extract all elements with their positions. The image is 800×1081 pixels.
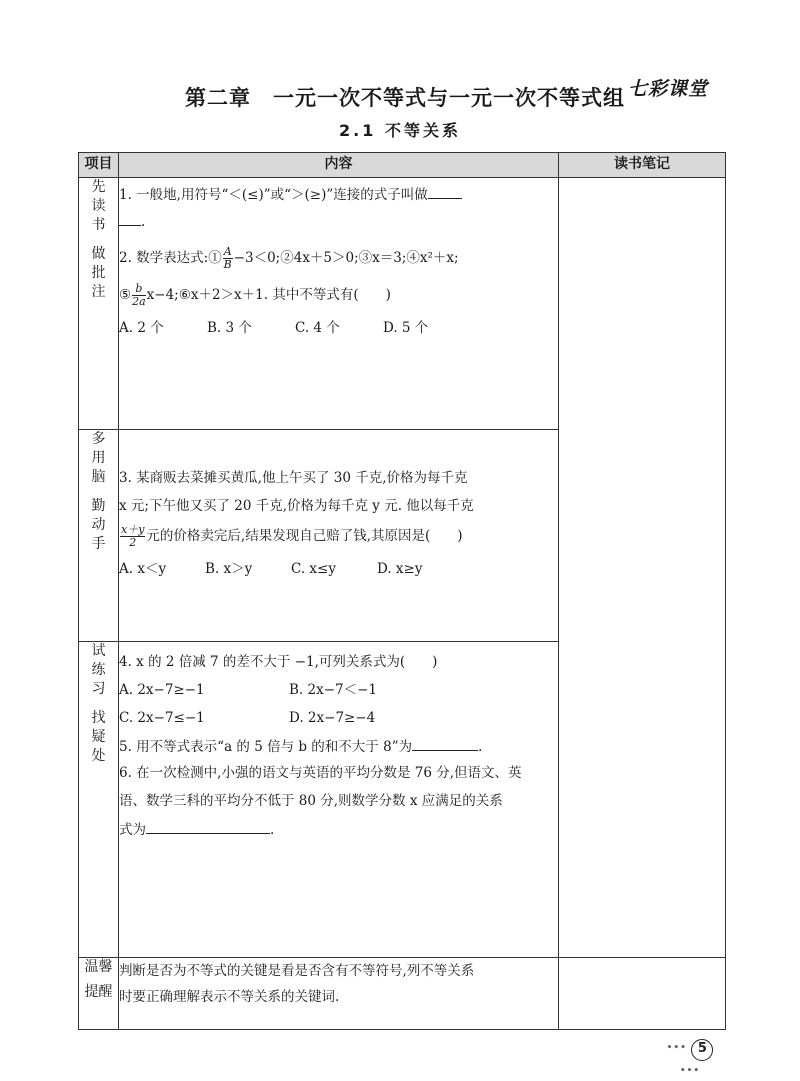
table-header-row (79, 153, 726, 178)
study-table (78, 152, 726, 1030)
reading-notes-area[interactable] (559, 178, 726, 958)
fraction-b-2a: $\frac{b}{2a}$ (132, 282, 146, 308)
option[interactable]: B. 2x−7＜−1 (289, 682, 378, 698)
q5-blank[interactable] (412, 736, 478, 751)
category-tip: 温馨 提醒 (79, 958, 119, 1030)
q4-options-row1 (119, 680, 558, 700)
option[interactable]: B. x＞y (205, 561, 253, 577)
option[interactable]: A. 2 个 (119, 320, 164, 336)
page-number: ••• 5 ••• (656, 1038, 724, 1058)
option[interactable]: A. 2x−7≥−1 (119, 682, 205, 698)
option[interactable]: D. 5 个 (383, 320, 429, 336)
table-row (79, 958, 726, 1030)
q4-options-row2 (119, 708, 558, 728)
option[interactable]: D. 2x−7≥−4 (289, 710, 376, 726)
category-read: 先读书 做批注 (79, 178, 119, 430)
category-practice: 试练习 找疑处 (79, 642, 119, 958)
content-think: 3. 某商贩去菜摊买黄瓜,他上午买了 30 千克,价格为每千克 x 元;下午他又买了 20 千克,价格为每千克 y 元. 他以每千克 $\frac{x+y}{2}$ 元的价格卖完后,结果发现自己赔了钱,其原因是( ) A. x＜y B. x＞y C. x≤y D. x≥y (119, 430, 559, 642)
chapter-title: 第二章 一元一次不等式与一元一次不等式组 (185, 85, 625, 110)
q1-text: 1. 一般地,用符号“＜(≤)”或“＞(≥)”连接的式子叫做 (119, 187, 428, 203)
option[interactable]: C. 4 个 (295, 320, 340, 336)
fraction-a-b: $\frac{A}{B}$ (223, 245, 232, 271)
option[interactable]: D. x≥y (377, 561, 423, 577)
q2-options (119, 318, 558, 338)
fraction-x-plus-y: $\frac{x+y}{2}$ (121, 523, 145, 549)
category-think: 多用脑 勤动手 (79, 430, 119, 642)
brand-logo: 七彩课堂 (628, 78, 709, 100)
option[interactable]: C. 2x−7≤−1 (119, 710, 205, 726)
content-practice: 4. x 的 2 倍减 7 的差不大于 −1,可列关系式为( ) A. 2x−7≥−1 B. 2x−7＜−1 C. 2x−7≤−1 D. 2x−7≥−4 5. 用不等式表示“a 的 5 倍与 b 的和不大于 8”为 . 6. 在一次检测中,小强的语文与英语的平均分数是 76 分,但语文、英 语、数学三科的平均分不低于 80 分,则数学分数 x 应满足的关系 式为 . (119, 642, 559, 958)
header-content: 内容 (119, 153, 559, 178)
content-read: 1. 一般地,用符号“＜(≤)”或“＞(≥)”连接的式子叫做 . 2. 数学表达式:① $\frac{A}{B}$ −3＜0;②4x＋5＞0;③x＝3;④x²＋x; ⑤ $\frac{b}{2a}$ x−4;⑥x＋2＞x＋1. 其中不等式有( ) A. 2 个 B. 3 个 C. 4 个 D. 5 个 (119, 178, 559, 430)
option[interactable]: B. 3 个 (207, 320, 252, 336)
q3-options (119, 559, 558, 579)
q1-blank-cont[interactable] (119, 211, 141, 226)
tip-content: 判断是否为不等式的关键是看是否含有不等符号,列不等关系 时要正确理解表示不等关系的关键词. (119, 958, 559, 1030)
q6-blank[interactable] (146, 819, 270, 834)
tip-notes-area[interactable] (559, 958, 726, 1030)
option[interactable]: C. x≤y (291, 561, 336, 577)
table-row (79, 178, 726, 430)
q1-blank[interactable] (428, 184, 462, 199)
option[interactable]: A. x＜y (119, 561, 167, 577)
header-item: 项目 (79, 153, 119, 178)
header-notes: 读书笔记 (559, 153, 726, 178)
section-title: 2.1 不等关系 (339, 121, 461, 140)
